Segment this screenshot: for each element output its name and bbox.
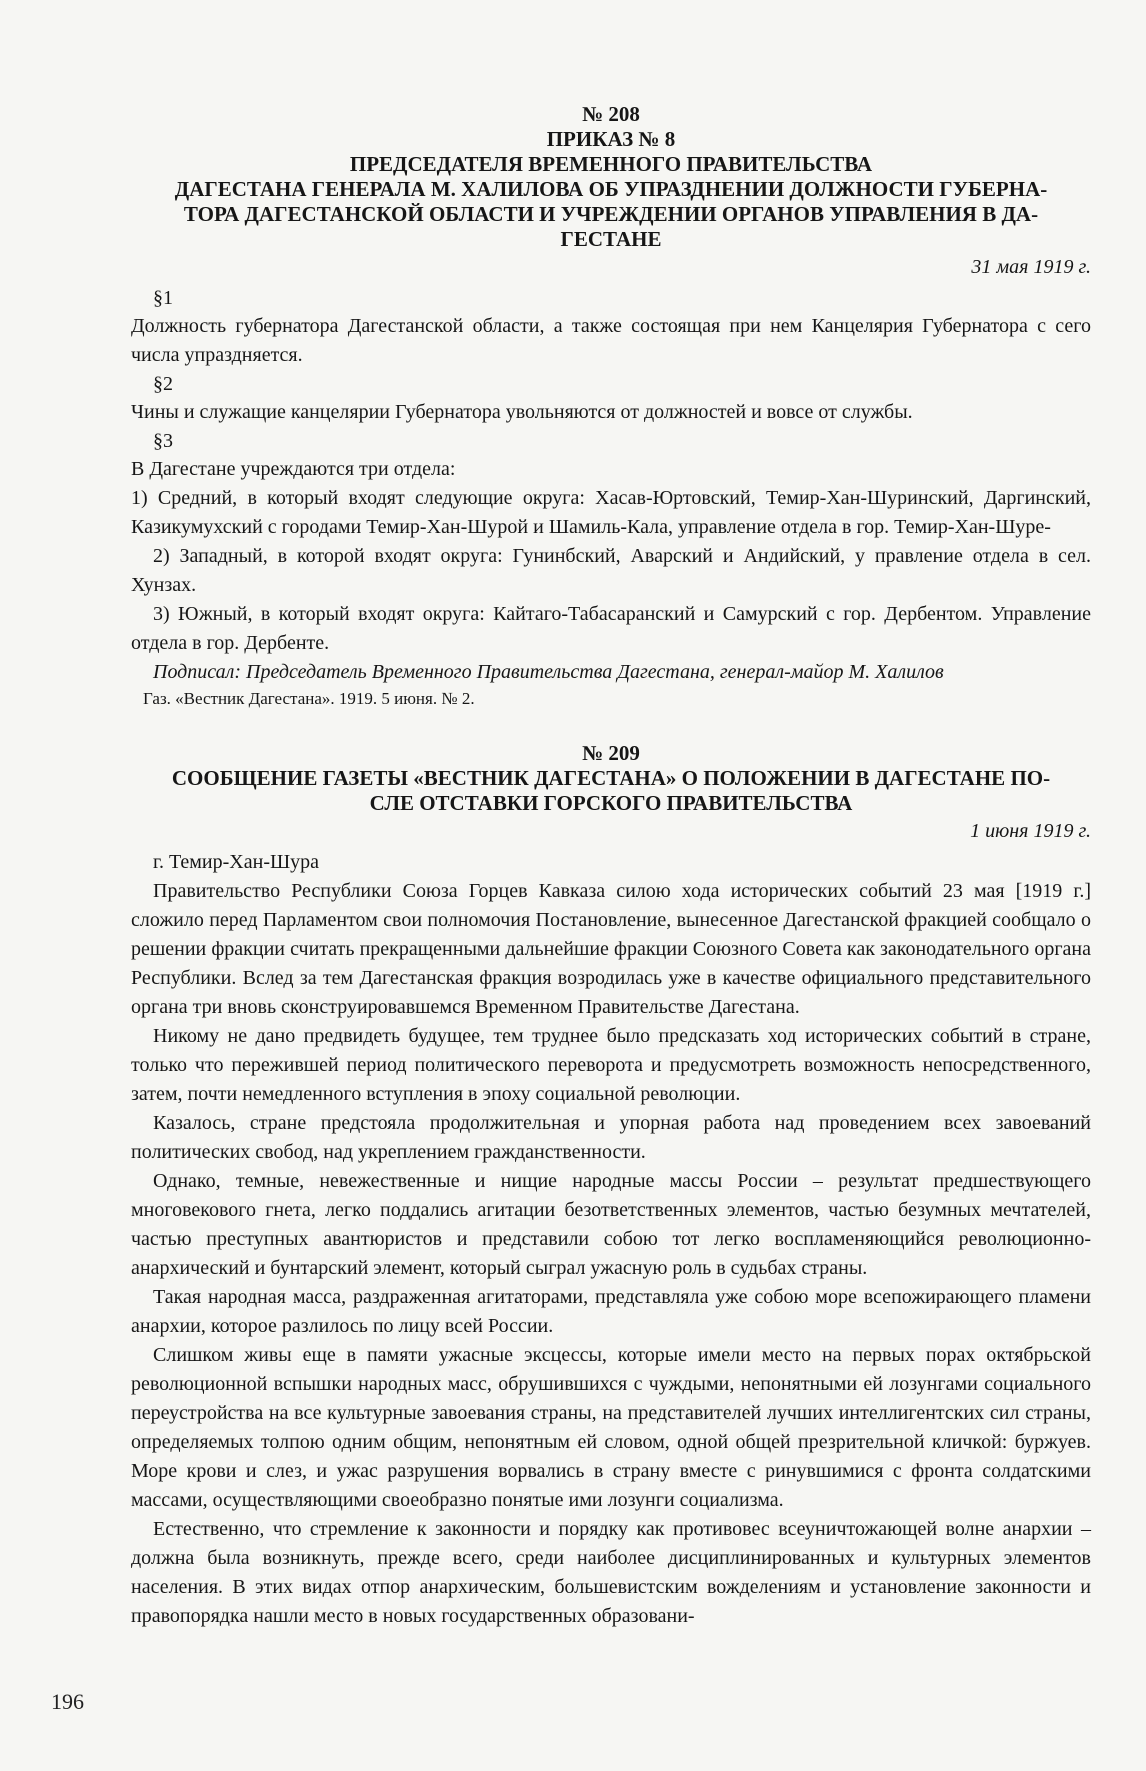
body-paragraph: Казалось, стране предстояла продолжительная и упорная работа над проведением всех завоеваний политических свобод, над укреплением гражданственности. <box>131 1112 1091 1163</box>
document-number: № 209 <box>582 741 640 765</box>
document-title-line: ГЕСТАНЕ <box>560 227 662 251</box>
department-item: 1) Средний, в который входят следующие округа: Хасав-Юртовский, Темир-Хан-Шуринский, Даргинский, Казикумухский с городами Темир-Хан-Шурой и Шамиль-Кала, управление отдела в гор. Темир-Хан-Шуре- <box>131 487 1091 538</box>
body-paragraph: Такая народная масса, раздраженная агитаторами, представляла уже собою море всепожирающего пламени анархии, которое разлилось по лицу всей России. <box>131 1286 1091 1337</box>
document-title <box>131 766 1091 816</box>
body-paragraph: Однако, темные, невежественные и нищие народные массы России – результат предшествующего многовекового гнета, легко поддались агитации безответственных элементов, частью безумных мечтателей, частью преступных авантюристов и представили собою тот легко воспламеняющийся революционно-анархический и бунтарский элемент, который сыграл ужасную роль в судьбах страны. <box>131 1170 1091 1279</box>
section-mark: §2 <box>153 373 173 395</box>
document-title-line: СЛЕ ОТСТАВКИ ГОРСКОГО ПРАВИТЕЛЬСТВА <box>369 791 853 815</box>
document-title-line: ТОРА ДАГЕСТАНСКОЙ ОБЛАСТИ И УЧРЕЖДЕНИИ ОРГАНОВ УПРАВЛЕНИЯ В ДА- <box>183 202 1039 226</box>
document-208 <box>131 102 1091 711</box>
document-title-line: ДАГЕСТАНА ГЕНЕРАЛА М. ХАЛИЛОВА ОБ УПРАЗДНЕНИИ ДОЛЖНОСТИ ГУБЕРНА- <box>174 177 1048 201</box>
section-mark: §3 <box>153 430 173 452</box>
body-paragraph: Никому не дано предвидеть будущее, тем труднее было предсказать ход исторических событий в стране, только что пережившей период политического переворота и предусмотреть возможность непосредственного, затем, почти немедленного вступления в эпоху социальной революции. <box>131 1025 1091 1105</box>
section-mark: §1 <box>153 287 173 309</box>
body-paragraph: Слишком живы еще в памяти ужасные эксцессы, которые имели место на первых порах октябрьской революционной вспышки народных масс, обрушившихся с чуждыми, непонятными ей лозунгами социального переустройства на все культурные завоевания страны, на представителей лучших интеллигентских сил страны, определяемых толпою одним общим, непонятным ей словом, одной общей презрительной кличкой: буржуев. Море крови и слез, и ужас разрушения ворвались в страну вместе с ринувшимися с фронта солдатскими массами, осуществляющими своеобразно понятые ими лозунги социализма. <box>131 1344 1091 1511</box>
signature: Подписал: Председатель Временного Правительства Дагестана, генерал-майор М. Халилов <box>153 661 944 683</box>
section-text: В Дагестане учреждаются три отдела: <box>131 458 456 480</box>
place-line: г. Темир-Хан-Шура <box>153 851 320 873</box>
body-paragraph: Правительство Республики Союза Горцев Кавказа силою хода исторических событий 23 мая [1919 г.] сложило перед Парламентом свои полномочия Постановление, вынесенное Дагестанской фракцией сообщало о решении фракции считать прекращенными дальнейшие фракции Союзного Совета как законодательного органа Республики. Вслед за тем Дагестанская фракция возродилась уже в качестве официального представительного органа три вновь сконструировавшемся Временном Правительстве Дагестана. <box>131 880 1091 1018</box>
document-date: 1 июня 1919 г. <box>970 820 1091 842</box>
document-number: № 208 <box>582 102 640 126</box>
document-209 <box>131 741 1091 1631</box>
document-title-line: СООБЩЕНИЕ ГАЗЕТЫ «ВЕСТНИК ДАГЕСТАНА» О ПОЛОЖЕНИИ В ДАГЕСТАНЕ ПО- <box>171 766 1051 790</box>
department-item: 2) Западный, в которой входят округа: Гунинбский, Аварский и Андийский, у правление отдела в сел. Хунзах. <box>131 545 1091 596</box>
source-citation: Газ. «Вестник Дагестана». 1919. 5 июня. № 2. <box>143 689 475 708</box>
document-title-line: ПРЕДСЕДАТЕЛЯ ВРЕМЕННОГО ПРАВИТЕЛЬСТВА <box>349 152 873 176</box>
section-text: Чины и служащие канцелярии Губернатора увольняются от должностей и вовсе от службы. <box>131 401 913 423</box>
document-title <box>131 127 1091 252</box>
document-title-line: ПРИКАЗ № 8 <box>546 127 676 151</box>
department-item: 3) Южный, в который входят округа: Кайтаго-Табасаранский и Самурский с гор. Дербентом. Управление отдела в гор. Дербенте. <box>131 603 1091 654</box>
document-date: 31 мая 1919 г. <box>971 256 1091 278</box>
body-paragraph: Естественно, что стремление к законности и порядку как противовес всеуничтожающей волне анархии – должна была возникнуть, прежде всего, среди наиболее дисциплинированных и культурных элементов населения. В этих видах отпор анархическим, большевистским вожделениям и установление законности и правопорядка нашли место в новых государственных образовани- <box>131 1518 1091 1627</box>
page-number: 196 <box>51 1689 84 1714</box>
section-text: Должность губернатора Дагестанской области, а также состоящая при нем Канцелярия Губернатора с сего числа упраздняется. <box>131 315 1091 366</box>
page-content <box>131 102 1091 1631</box>
